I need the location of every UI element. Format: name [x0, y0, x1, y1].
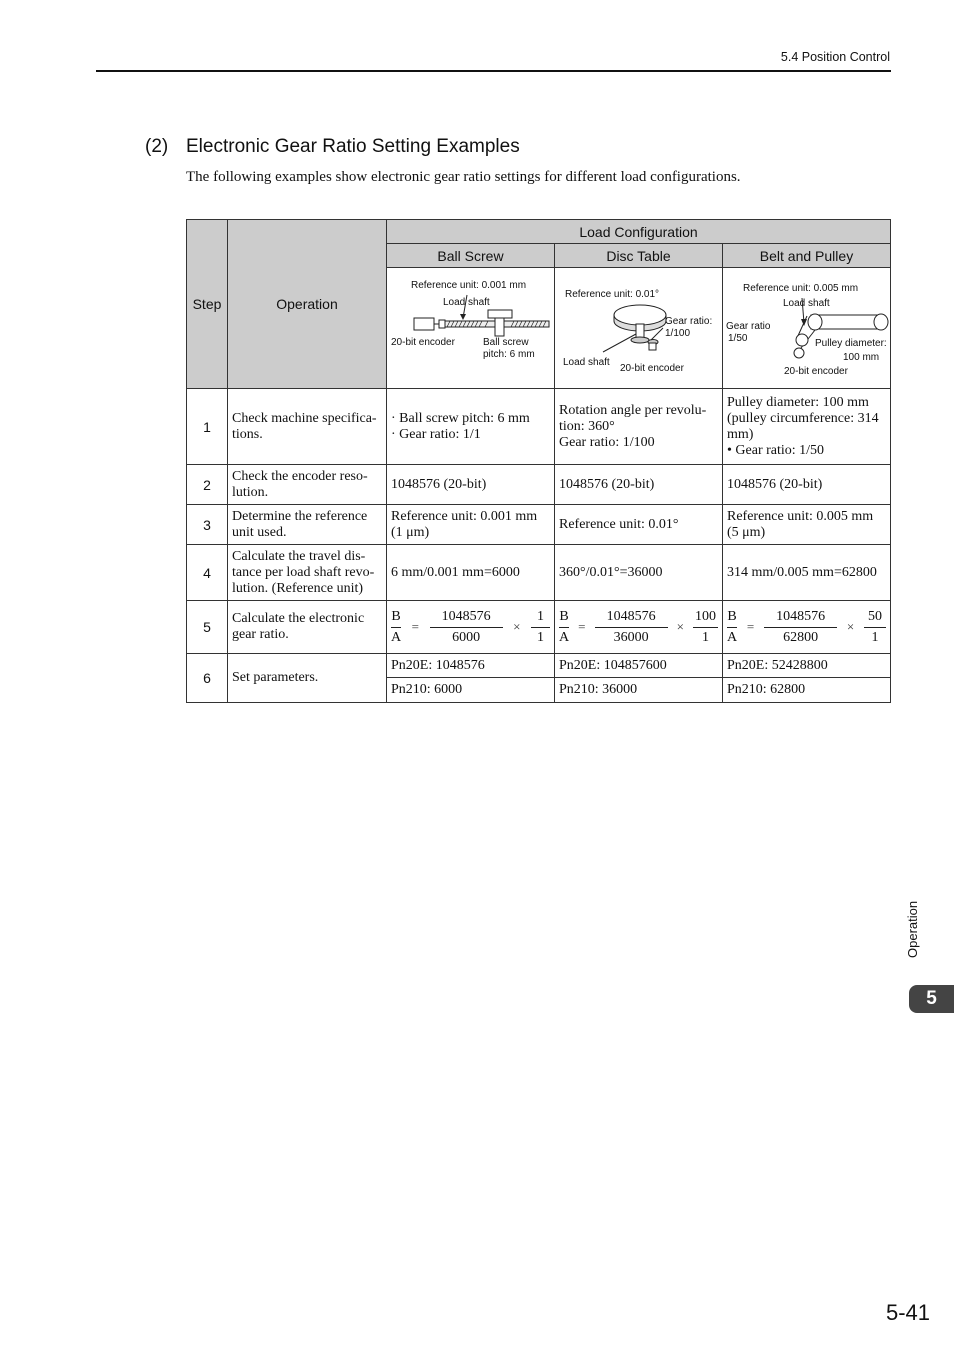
chapter-side-label: Operation — [905, 900, 920, 958]
intro-paragraph: The following examples show electronic gear ratio settings for different load configurations. — [186, 169, 741, 185]
header-rule — [96, 70, 891, 72]
disc-table-illustration — [555, 268, 723, 389]
row2-belt-pulley: 1048576 (20-bit) — [723, 465, 891, 505]
belt-pulley-illustration — [723, 268, 891, 389]
row1-belt-pulley: Pulley diameter: 100 mm (pulley circumference: 314 mm) • Gear ratio: 1/50 — [723, 389, 891, 465]
row4-step: 4 — [187, 545, 228, 601]
belt-shaft-label: Load shaft — [783, 298, 830, 309]
row3-belt-pulley: Reference unit: 0.005 mm (5 μm) — [723, 505, 891, 545]
belt-diameter-value: 100 mm — [843, 352, 880, 363]
header-disc-table: Disc Table — [555, 244, 723, 268]
row6-disc-pn20e: Pn20E: 104857600 — [555, 654, 723, 678]
row2-disc-table: 1048576 (20-bit) — [555, 465, 723, 505]
row6-ball-pn20e: Pn20E: 1048576 — [387, 654, 555, 678]
row5-disc-table-ratio: $\frac{B}{A}$ = $\frac{1048576}{36000}$ × $\frac{100}{1}$ — [555, 601, 723, 654]
disc-gear-value: 1/100 — [665, 328, 691, 339]
row6-belt-pn210: Pn210: 62800 — [723, 678, 891, 703]
ball-pitch-label: Ball screw — [483, 337, 529, 348]
row1-ball-screw: · Ball screw pitch: 6 mm · Gear ratio: 1/1 — [387, 389, 555, 465]
row5-ball-screw-ratio: $\frac{B}{A}$ = $\frac{1048576}{6000}$ × $\frac{1}{1}$ — [387, 601, 555, 654]
header-ball-screw: Ball Screw — [387, 244, 555, 268]
ball-pitch-value: pitch: 6 mm — [483, 349, 535, 360]
row2-ball-screw: 1048576 (20-bit) — [387, 465, 555, 505]
ball-ref-label: Reference unit: 0.001 mm — [411, 280, 527, 291]
row2-step: 2 — [187, 465, 228, 505]
row1-operation: Check machine specifica- tions. — [228, 389, 387, 465]
row1-step: 1 — [187, 389, 228, 465]
row1-disc-table: Rotation angle per revolu- tion: 360° Gear ratio: 1/100 — [555, 389, 723, 465]
row3-disc-table: Reference unit: 0.01° — [555, 505, 723, 545]
ball-screw-illustration — [387, 268, 555, 389]
disc-shaft-label: Load shaft — [563, 357, 610, 368]
row3-ball-screw: Reference unit: 0.001 mm (1 μm) — [387, 505, 555, 545]
belt-diameter-label: Pulley diameter: — [815, 338, 887, 349]
belt-gear-label: Gear ratio — [726, 321, 771, 332]
row5-operation: Calculate the electronic gear ratio. — [228, 601, 387, 654]
belt-gear-value: 1/50 — [728, 333, 748, 344]
section-title: Electronic Gear Ratio Setting Examples — [186, 136, 520, 157]
disc-gear-label: Gear ratio: — [665, 316, 713, 327]
row3-operation: Determine the reference unit used. — [228, 505, 387, 545]
header-belt-pulley: Belt and Pulley — [723, 244, 891, 268]
row6-operation: Set parameters. — [228, 654, 387, 703]
row4-disc-table: 360°/0.01°=36000 — [555, 545, 723, 601]
row2-operation: Check the encoder reso- lution. — [228, 465, 387, 505]
row6-belt-pn20e: Pn20E: 52428800 — [723, 654, 891, 678]
chapter-tab: 5 — [909, 985, 954, 1013]
disc-encoder-label: 20-bit encoder — [620, 363, 684, 374]
belt-encoder-label: 20-bit encoder — [784, 366, 848, 377]
row5-belt-pulley-ratio: $\frac{B}{A}$ = $\frac{1048576}{62800}$ × $\frac{50}{1}$ — [723, 601, 891, 654]
row4-ball-screw: 6 mm/0.001 mm=6000 — [387, 545, 555, 601]
header-section-title: 5.4 Position Control — [780, 50, 890, 64]
header-operation: Operation — [228, 220, 387, 389]
section-heading — [145, 136, 520, 158]
gear-ratio-table — [186, 219, 891, 703]
row6-ball-pn210: Pn210: 6000 — [387, 678, 555, 703]
disc-ref-label: Reference unit: 0.01° — [565, 289, 660, 300]
header-load-configuration: Load Configuration — [387, 220, 891, 244]
row4-belt-pulley: 314 mm/0.005 mm=62800 — [723, 545, 891, 601]
section-number: (2) — [145, 136, 169, 157]
row4-operation: Calculate the travel dis- tance per load shaft revo- lution. (Reference unit) — [228, 545, 387, 601]
header-step: Step — [187, 220, 228, 389]
ball-shaft-label: Load shaft — [443, 297, 490, 308]
row3-step: 3 — [187, 505, 228, 545]
ball-encoder-label: 20-bit encoder — [391, 337, 455, 348]
row6-disc-pn210: Pn210: 36000 — [555, 678, 723, 703]
row5-step: 5 — [187, 601, 228, 654]
row6-step: 6 — [187, 654, 228, 703]
belt-ref-label: Reference unit: 0.005 mm — [743, 283, 859, 294]
page-number: 5-41 — [885, 1300, 930, 1325]
